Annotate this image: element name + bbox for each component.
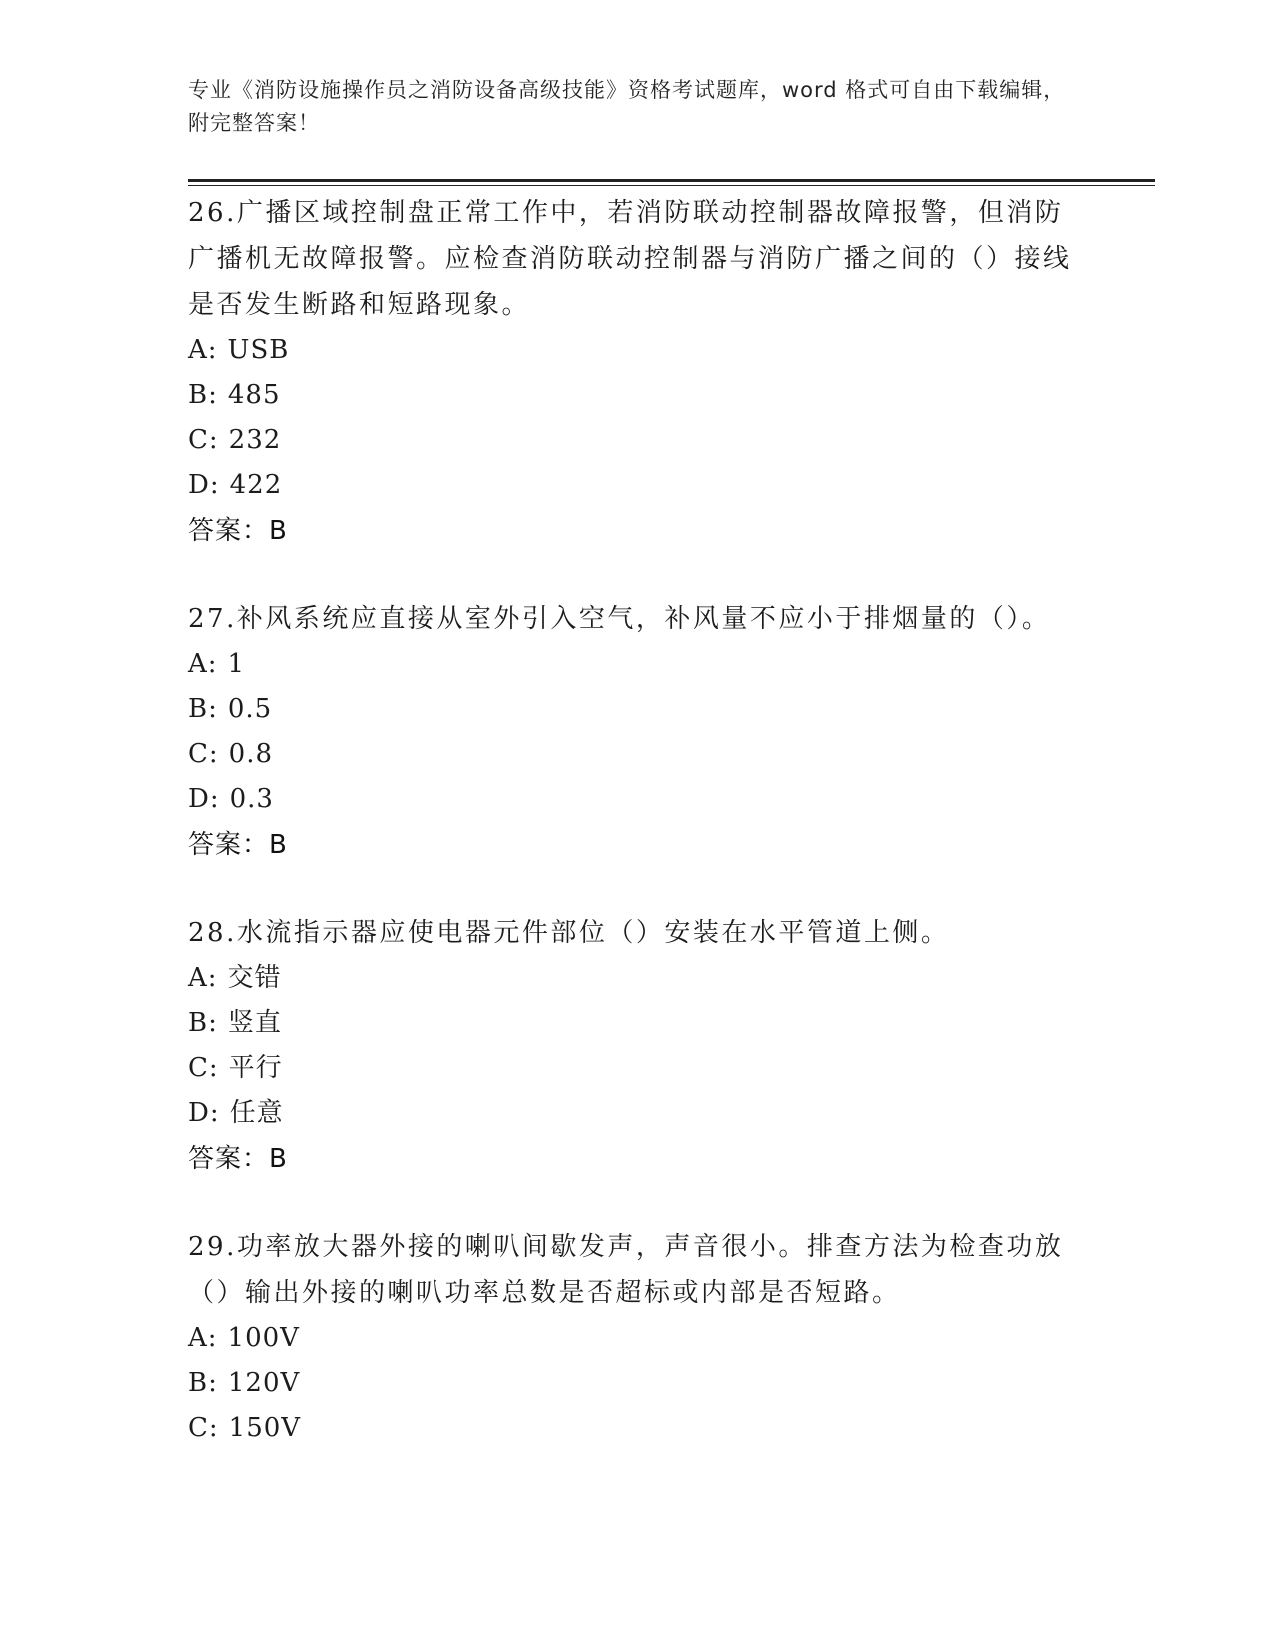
option-value: 232: [228, 425, 282, 455]
question-stem: 28.水流指示器应使电器元件部位（）安装在水平管道上侧。: [188, 918, 950, 948]
option-label: A:: [188, 335, 218, 365]
option-label: C:: [188, 425, 219, 455]
option-b: [188, 373, 1088, 418]
answer-line: 答案：B: [188, 830, 288, 860]
option-a: [188, 1316, 1088, 1361]
option-c: [188, 418, 1088, 463]
option-d: [188, 777, 1088, 822]
option-value: 100V: [227, 1323, 300, 1353]
header-divider-thin: [188, 185, 1155, 186]
option-value: 0.8: [228, 739, 274, 769]
option-value: 422: [229, 470, 283, 500]
option-label: D:: [188, 784, 220, 814]
option-value: USB: [227, 335, 290, 365]
question-26: [188, 190, 1088, 554]
answer-line: 答案：B: [188, 516, 288, 546]
option-c: [188, 1046, 1088, 1091]
option-value: 1: [227, 649, 246, 679]
question-stem: 27.补风系统应直接从室外引入空气，补风量不应小于排烟量的（）。: [188, 604, 1051, 634]
option-label: C:: [188, 1413, 219, 1443]
option-c: [188, 1406, 1088, 1451]
option-a: [188, 956, 1088, 1001]
question-27: [188, 596, 1088, 868]
option-value: 120V: [227, 1368, 301, 1398]
option-value: 485: [227, 380, 281, 410]
question-stem: 29.功率放大器外接的喇叭间歇发声，声音很小。排查方法为检查功放（）输出外接的喇叭功率总数是否超标或内部是否短路。: [188, 1232, 1064, 1308]
document-header: 专业《消防设施操作员之消防设备高级技能》资格考试题库，word 格式可自由下载编辑，附完整答案！: [188, 78, 1066, 135]
option-c: [188, 732, 1088, 777]
option-value: 平行: [228, 1053, 283, 1083]
question-stem: 26.广播区域控制盘正常工作中，若消防联动控制器故障报警，但消防广播机无故障报警。应检查消防联动控制器与消防广播之间的（）接线是否发生断路和短路现象。: [188, 198, 1072, 320]
option-label: A:: [188, 1323, 218, 1353]
option-b: [188, 1361, 1088, 1406]
option-a: [188, 642, 1088, 687]
option-label: B:: [188, 694, 218, 724]
answer-line: 答案：B: [188, 1144, 288, 1174]
question-list: [188, 190, 1088, 1493]
option-value: 0.3: [229, 784, 274, 814]
option-label: A:: [188, 649, 218, 679]
option-label: A:: [188, 963, 218, 993]
option-label: C:: [188, 739, 219, 769]
option-label: B:: [188, 380, 218, 410]
option-value: 竖直: [227, 1008, 282, 1038]
option-value: 0.5: [227, 694, 273, 724]
header-divider-thick: [188, 179, 1155, 182]
option-label: B:: [188, 1368, 218, 1398]
question-29: [188, 1224, 1088, 1451]
option-d: [188, 463, 1088, 508]
option-value: 任意: [229, 1098, 284, 1128]
option-b: [188, 1001, 1088, 1046]
option-value: 交错: [227, 963, 282, 993]
option-label: C:: [188, 1053, 219, 1083]
option-label: D:: [188, 1098, 220, 1128]
option-value: 150V: [228, 1413, 302, 1443]
question-28: [188, 910, 1088, 1182]
option-b: [188, 687, 1088, 732]
option-d: [188, 1091, 1088, 1136]
option-label: D:: [188, 470, 220, 500]
option-label: B:: [188, 1008, 218, 1038]
option-a: [188, 328, 1088, 373]
